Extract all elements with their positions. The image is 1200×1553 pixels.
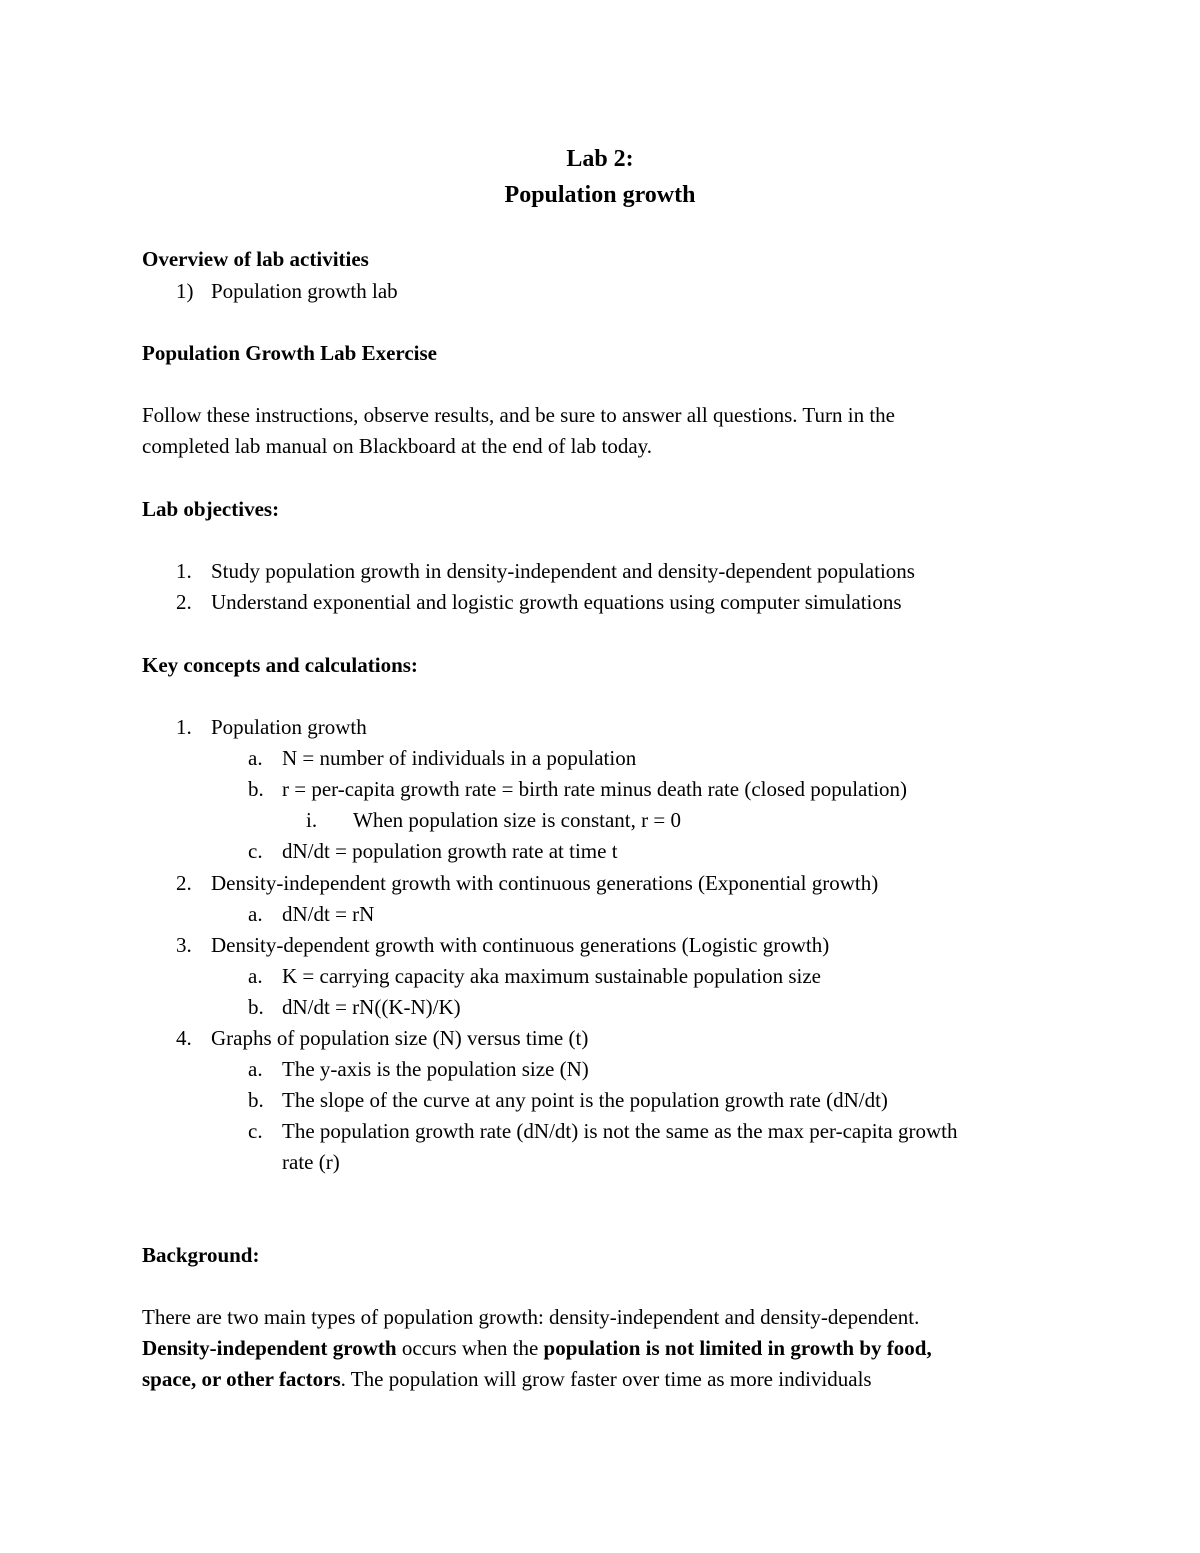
concept-sub-text: The population growth rate (dN/dt) is not the same as the max per-capita growth — [282, 1119, 958, 1143]
background-emphasis: space, or other factors — [142, 1367, 341, 1391]
concept-sub-letter: a. — [248, 902, 263, 926]
overview-item-number: 1) — [176, 279, 194, 303]
objective-text: Understand exponential and logistic growth equations using computer simulations — [211, 590, 902, 614]
concept-sub-letter: a. — [248, 1057, 263, 1081]
concept-text: Graphs of population size (N) versus time (t) — [211, 1026, 589, 1050]
concept-number: 1. — [176, 715, 192, 739]
background-line-1: There are two main types of population growth: density-independent and density-dependent. — [142, 1305, 920, 1329]
concept-number: 3. — [176, 933, 192, 957]
background-line-2 — [142, 1338, 932, 1359]
concepts-heading: Key concepts and calculations: — [142, 653, 418, 677]
concept-number: 2. — [176, 871, 192, 895]
objectives-heading: Lab objectives: — [142, 497, 280, 521]
background-emphasis: Density-independent growth — [142, 1336, 397, 1360]
concept-sub-text: The y-axis is the population size (N) — [282, 1057, 589, 1081]
background-text: . The population will grow faster over time as more individuals — [340, 1367, 872, 1391]
concept-sub-text-continued: rate (r) — [282, 1150, 340, 1174]
objective-number: 2. — [176, 590, 192, 614]
overview-heading: Overview of lab activities — [142, 247, 369, 271]
objective-text: Study population growth in density-independent and density-dependent populations — [211, 559, 915, 583]
concept-sub-letter: c. — [248, 1119, 263, 1143]
concept-sub-letter: b. — [248, 777, 264, 801]
instructions-line-1: Follow these instructions, observe results, and be sure to answer all questions. Turn in the — [142, 403, 895, 427]
concept-sub-text: dN/dt = rN((K-N)/K) — [282, 995, 461, 1019]
concept-sub-text: K = carrying capacity aka maximum sustainable population size — [282, 964, 822, 988]
concept-sub-letter: b. — [248, 995, 264, 1019]
background-heading: Background: — [142, 1243, 260, 1267]
lab-subtitle: Population growth — [504, 182, 696, 208]
concept-sub-text: dN/dt = rN — [282, 902, 375, 926]
concept-sub-letter: b. — [248, 1088, 264, 1112]
concept-text: Density-dependent growth with continuous generations (Logistic growth) — [211, 933, 830, 957]
exercise-heading: Population Growth Lab Exercise — [142, 341, 437, 365]
instructions-line-2: completed lab manual on Blackboard at the end of lab today. — [142, 434, 653, 458]
lab-title: Lab 2: — [566, 146, 634, 172]
objective-number: 1. — [176, 559, 192, 583]
concept-text: Population growth — [211, 715, 367, 739]
concept-subsub-roman: i. — [306, 808, 318, 832]
concept-sub-letter: a. — [248, 964, 263, 988]
background-emphasis: population is not limited in growth by food, — [543, 1336, 932, 1360]
concept-sub-text: r = per-capita growth rate = birth rate minus death rate (closed population) — [282, 777, 908, 801]
background-text: occurs when the — [396, 1336, 544, 1360]
overview-item-text: Population growth lab — [211, 279, 398, 303]
concept-subsub-text: When population size is constant, r = 0 — [353, 808, 681, 832]
concept-sub-text: dN/dt = population growth rate at time t — [282, 839, 618, 863]
concept-number: 4. — [176, 1026, 192, 1050]
concept-sub-letter: a. — [248, 746, 263, 770]
concept-sub-text: N = number of individuals in a population — [282, 746, 637, 770]
background-line-3 — [142, 1369, 872, 1390]
concept-sub-letter: c. — [248, 839, 263, 863]
concept-sub-text: The slope of the curve at any point is the population growth rate (dN/dt) — [282, 1088, 888, 1112]
concept-text: Density-independent growth with continuous generations (Exponential growth) — [211, 871, 879, 895]
